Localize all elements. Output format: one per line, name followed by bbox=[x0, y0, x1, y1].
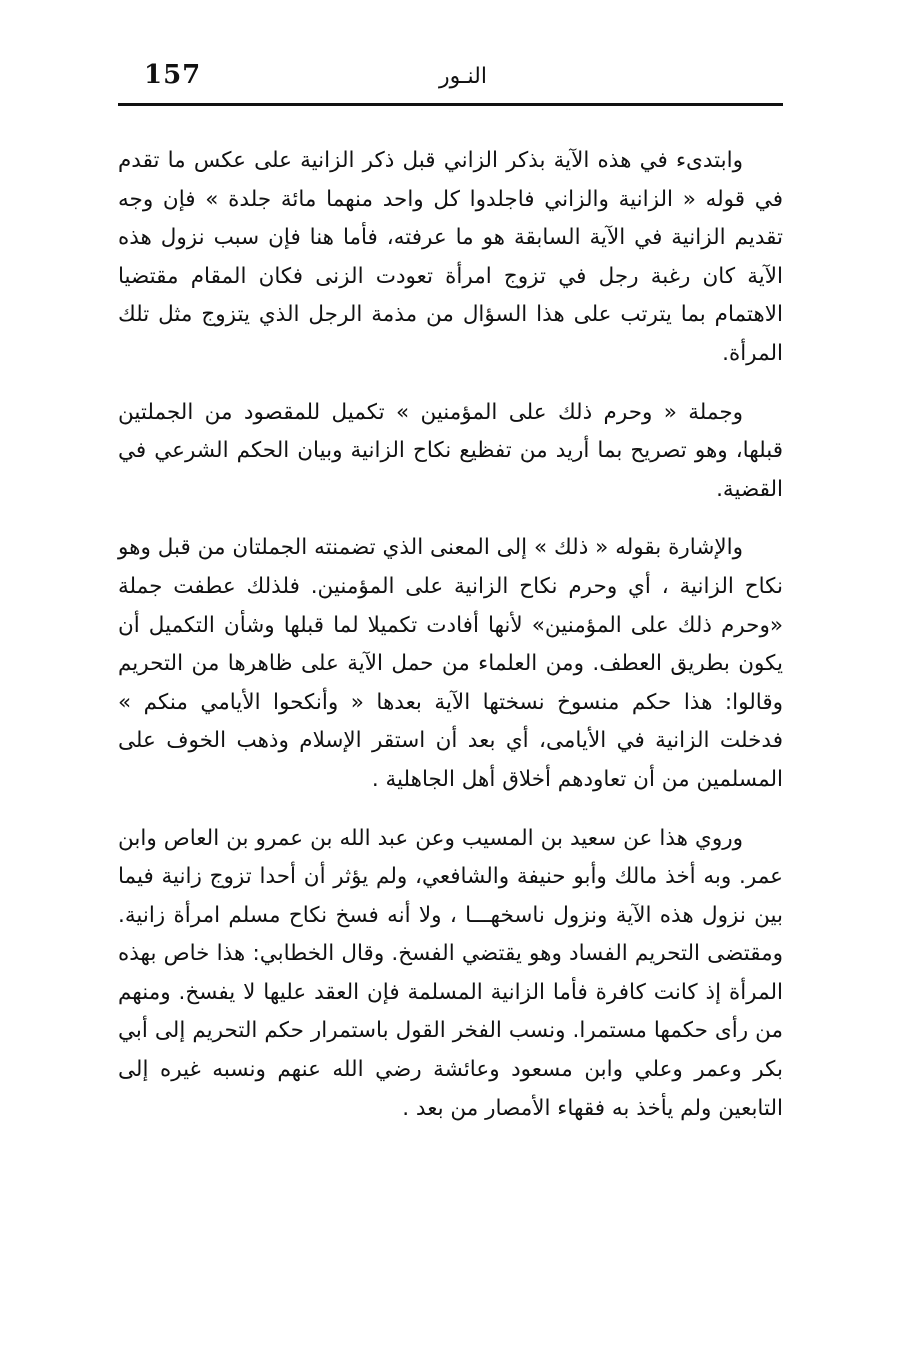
page-header bbox=[118, 58, 783, 104]
header-rule bbox=[118, 103, 783, 106]
page-number: 157 bbox=[144, 60, 202, 90]
paragraph-1: وابتدىء في هذه الآية بذكر الزاني قبل ذكر الزانية على عكس ما تقدم في قوله « الزانية والزاني فاجلدوا كل واحد منهما مائة جلدة » فإن وجه تقديم الزانية في الآية السابقة هو ما عرفته، فأما هنا فإن سبب نزول هذه الآية كان رغبة رجل في تزوج امرأة تعودت الزنى فكان المقام مقتضيا الاهتمام بما يترتب على هذا السؤال من مذمة الرجل الذي يتزوج مثل تلك المرأة. bbox=[118, 148, 783, 366]
paragraph-4: وروي هذا عن سعيد بن المسيب وعن عبد الله بن عمرو بن العاص وابن عمر. وبه أخذ مالك وأبو حنيفة والشافعي، ولم يؤثر أن أحدا تزوج زانية فيما بين نزول هذه الآية ونزول ناسخهـــا ، ولا أنه فسخ نكاح مسلم امرأة زانية. ومقتضى التحريم الفساد وهو يقتضي الفسخ. وقال الخطابي: هذا خاص بهذه المرأة إذ كانت كافرة فأما الزانية المسلمة فإن العقد عليها لا يفسخ. ومنهم من رأى حكمها مستمرا. ونسب الفخر القول باستمرار حكم التحريم إلى أبي بكر وعمر وعلي وابن مسعود وعائشة رضي الله عنهم ونسبه غيره إلى التابعين ولم يأخذ به فقهاء الأمصار من بعد . bbox=[118, 825, 783, 1121]
body-text bbox=[118, 142, 783, 1128]
paragraph-3: والإشارة بقوله « ذلك » إلى المعنى الذي تضمنته الجملتان من قبل وهو نكاح الزانية ، أي وحرم نكاح الزانية على المؤمنين. فلذلك عطفت جملة «وحرم ذلك على المؤمنين» لأنها أفادت تكميلا لما قبلها وشأن التكميل أن يكون بطريق العطف. ومن العلماء من حمل الآية على ظاهرها من التحريم وقالوا: هذا حكم منسوخ نسختها الآية بعدها « وأنكحوا الأيامي منكم » فدخلت الزانية في الأيامى، أي بعد أن استقر الإسلام وذهب الخوف على المسلمين من أن تعاودهم أخلاق أهل الجاهلية . bbox=[118, 535, 783, 792]
running-title: النـور bbox=[439, 64, 487, 89]
paragraph-2: وجملة « وحرم ذلك على المؤمنين » تكميل للمقصود من الجملتين قبلها، وهو تصريح بما أريد من تفظيع نكاح الزانية وبيان الحكم الشرعي في القضية. bbox=[118, 399, 783, 502]
